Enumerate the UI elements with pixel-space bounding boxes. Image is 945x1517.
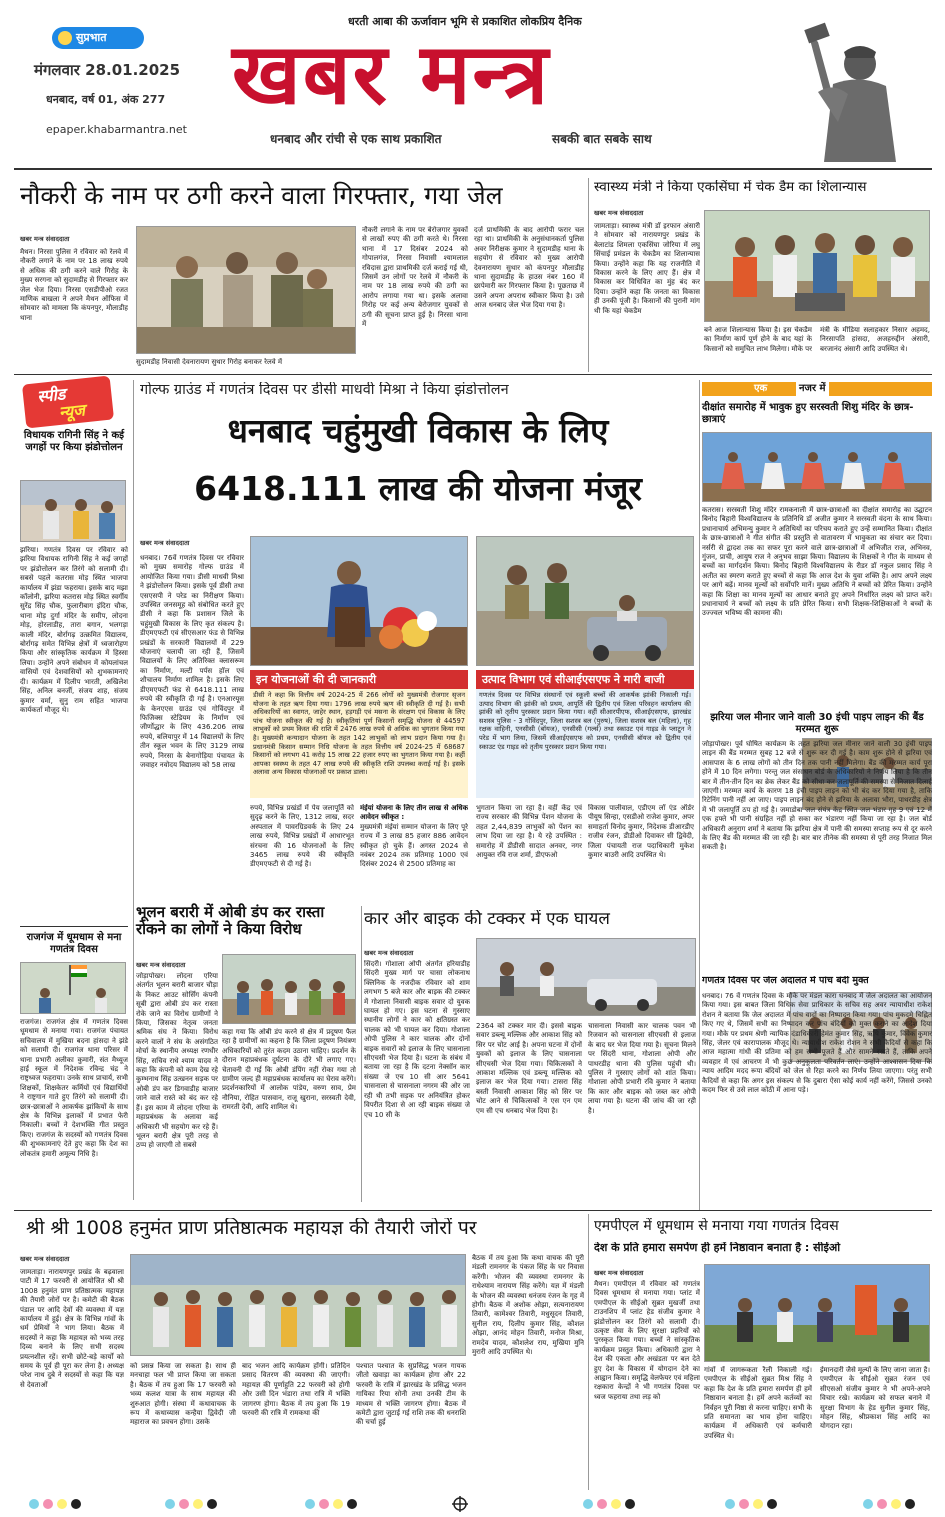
protest-photo (222, 954, 356, 1024)
speed-item-1-photo (20, 480, 126, 542)
masthead-statue-image (778, 22, 908, 162)
story-col-4: दर्ज प्राथमिकी के बाद आरोपी फरार चल रहा था। प्राथमिकी के अनुसंधानकर्ता पुलिस अवर निरीक्षक कुमार ने सुदामडीह थाना के सहयोग से रविवार को मुख्य आरोपी देवनारायण सुथार को कंपनपुर मौलाडीह थाना सुदामडीह के हाउस नंबर 160 में छापेमारी कर गिरफ्तार किया है। पूछताछ में उसने अपना अपराध स्वीकार किया है। उसे आज धनबाद जेल भेज दिया गया है। (474, 226, 584, 310)
story-col-4: पश्चात पश्चात के सुप्रसिद्ध भजन गायक जीतो खवाड़ा का कार्यक्रम होगा और 22 फरवरी के रात्रि में झारखंड के प्रसिद्ध भजन गायिका रिया सोनी तथा उनकी टीम के माध्यम से भक्ति जागरण होगा। बैठक में कमेटी द्वारा जुटाई गई राशि तक की धनराशि की चर्चा हुई (356, 1362, 466, 1427)
byline: खबर मन्त्र संवाददाता (140, 539, 190, 547)
nazar-story-1-text: कतरास। सरस्वती शिशु मंदिर रामकनाली में छात्र-छात्राओं का दीक्षांत समारोह का उद्घाटन बिनोद बिहारी विश्वविद्यालय के प्रतिनिधि डॉ अजीत कुमार ने सरस्वती वंदना के साथ किया। प्रधानाचार्य अभिमन्यु कुमार ने अतिथियों का परिचय कराते हुए उन्हें सम्मानित किया। दीक्षांत के छात्र-छात्राओं ने गीत संगीत की प्रस्तुति से वातावरण में भावुकता का संचार कर दिया। नर्सरी से द्वादश तक का सफर पूरा करने वाले छात्र-छात्राओं में अभिजीत राज, अभिनव, गुंजन, प्राची, आयुष राज ने अनुभव साझा किया। विद्यालय के शिक्षकों ने गीत के माध्यम से बच्चों का मार्गदर्शन किया। बिनोद बिहारी विश्वविद्यालय के रीडर डॉ नकुल प्रसाद सिंह ने अतीत का स्मरण कराते हुए बच्चों से कहा कि आज देश के युवा शक्ति है। आप अपने लक्ष्य पर आगे बढ़ें। मानव मूल्यों को सर्वोपरि मानें। मुख्य अतिथि ने बच्चों को प्रेरित किया। उन्होंने कहा कि शिक्षा का मानव मूल्यों का आधार बनाते हुए अपने निर्धारित लक्ष्य को प्राप्त करें। प्रधानाचार्य ने बच्चों को लक्ष्य के प्रति प्रेरित किया। सभी शिक्षक-शिक्षिकाओं ने बच्चों के उज्ज्वल भविष्य की कामना की। (702, 506, 932, 618)
masthead (0, 0, 945, 170)
dc-speech-photo (250, 536, 468, 666)
byline: खबर मन्त्र संवाददाता (20, 1255, 70, 1263)
byline: खबर मन्त्र संवाददाता (594, 1269, 644, 1277)
speed-item-2-title: राजगंज में धूमधाम से मना गणतंत्र दिवस (26, 932, 122, 955)
story-col-2: 2364 को टक्कर मार दी। इससे बाइक सवार डब्ल्यू मल्लिक और आकाश सिंह को सिर पर चोट आई है। अपना घटना में दोनों युवकों को इलाज के लिए चासनाला सीएचसी भेज दिया गया। चिकित्सकों ने आकाश मल्लिक एवं डब्ल्यू मल्लिक को इलाज कर भेज दिया गया। टासरा सिंह बस्ती निवासी आकाश सिंह को सिर पर चोट आने से चिकित्सकों ने एस एन एम एम सी एच धनबाद भेज दिया है। (476, 1022, 582, 1115)
lead-col-5: विकास पालीवाल, एडीएम लॉ एंड ऑर्डर पीयूष सिन्हा, एसडीओ राजेश कुमार, अपर समाहर्ता विनोद कुमार, निदेशक डीआरडीए राजीव रंजन, डीडीओ दिवाकर सी द्विवेदी, जिला पंचायती राज पदाधिकारी मुकेश कुमार बाउरी आदि उपस्थित थे। (588, 804, 694, 860)
nazar-header: एक नजर में (702, 382, 932, 396)
box-schemes (250, 670, 468, 798)
story-col-1: जामताड़ा। स्वास्थ्य मंत्री डॉ इरफान अंसारी ने सोमवार को नारायणपुर प्रखंड के बेलाटांड शिमला एकसिंघा जोरिया में लघु सिंचाई प्रमंडल के चेकडैम का शिलान्यास किया। उन्होंने कहा कि यह राजनीति में विकास करने के लिए आए हैं। क्षेत्र में विकास कर विधिवित का मुंह बंद कर दिया। उन्होंने कहा कि जनता का विकास ही उनकी पूंजी है। किसानों की पुरानी मांग थी कि यहां चेकडैम (594, 222, 700, 315)
lead-col-3-text: मुख्यमंत्री मंईयां सम्मान योजना के लिए पूरे राज्य में 3 लाख 85 हजार 886 आवेदन स्वीकृत हो चुके हैं। अगस्त 2024 से नवंबर 2024 तक प्रतिमाह 1000 एवं दिसंबर 2024 से 2500 प्रतिमाह का (360, 822, 468, 869)
ek-nazar-column (702, 378, 932, 1208)
lead-col-3-title: मंईयां योजना के लिए तीन लाख से अधिक आवेदन स्वीकृत : (360, 804, 468, 822)
speed-item-1-title: विधायक रागिनी सिंह ने कई जगहों पर किया झंडोत्तोलन (23, 430, 125, 453)
masthead-title: खबर मन्त्र (232, 25, 551, 123)
parade-photo (476, 536, 694, 666)
issue-edition: धनबाद, वर्ष 01, अंक 277 (46, 93, 166, 106)
story-col-2: गांवों में जागरूकता रैली निकाली गई। एमपीएल के सीईओ सुब्रत मिश्र सिंह ने कहा कि देश के प्रति हमारा समर्पण ही हमें निष्ठावान बनाता है। हमें अपने कर्तव्यों का निर्वहन पूरी निष्ठा से करना चाहिए। सभी के प्रति समानता का भाव होना चाहिए। कार्यक्रम में अधिकारी एवं कर्मचारी उपस्थित थे। (704, 1366, 812, 1440)
nazar-story-3-title: गणतंत्र दिवस पर जेल अदालत में पांच बंदी मुक्त (702, 976, 869, 986)
story-col-1: जामताड़ा। नारायणपुर प्रखंड के बढ़वाला पाटी में 17 फरवरी से आयोजित श्री श्री 1008 हनुमंत प्राण प्रतिष्ठात्मक महायज्ञ की तैयारी जोरों पर है। कमेटी की बैठक पंडाल पर आदि देवों की व्यवस्था में यज्ञ कार्यालय में हुई। क्षेत्र के विभिन्न गांवों के धर्म प्रेमियों ने भाग लिया। बैठक में सदस्यों ने कहा कि महायज्ञ को भव्य तरह दिव्य बनाने के लिए सभी सदस्य प्रयत्नशील रहें। सभी छोटे-बड़े कार्यों को समय के पूर्व ही पूरा कर लेना है। अध्यक्ष परेश नाथ दुबे ने सदस्यों से कहा कि यज्ञ से देवताओं (20, 1268, 124, 1389)
story-col-2: सुदामडीह निवासी देवनारायण सुथार गिरोह बनाकर रेलवे में (136, 358, 282, 366)
issue-date: मंगलवार 28.01.2025 (34, 61, 181, 79)
story-col-1: मैथन। निरसा पुलिस ने रविवार को रेलवे में नौकरी लगाने के नाम पर 18 लाख रुपये से अधिक की ठगी करने वाले गिरोह के मुख्य सरगना को सुदामडीह से गिरफ्तार कर जेल भेज दिया। निरसा एसडीपीओ रजत माणिक बाखला ने अपने मैथन ऑफिस में सोमवार को मामला कि कंपनपुर, मौलाडीह थाना (20, 248, 128, 322)
story-col-3: बाद भजन आदि कार्यक्रम होंगी। प्रतिदिन प्रसाद वितरण की व्यवस्था की जाएगी। महायज्ञ की पूर्णाहुति 22 फरवरी को होगी और उसी दिन भंडारा तथा रात्रि में भक्ति जागरण होगा। बैठक में तय हुआ कि 19 फरवरी की रात्रि में रामकथा की (242, 1362, 350, 1418)
story-mahayagya (16, 1214, 584, 1490)
box-awards-title: उत्पाद विभाग एवं सीआईएसएफ ने मारी बाजी (476, 670, 694, 689)
lead-col-4: भुगतान किया जा रहा है। वहीं केंद्र एवं राज्य सरकार की विभिन्न पेंशन योजना के तहत 2,44,839 लाभुकों को पेंशन का लाभ दिया जा रहा है। ये रहे उपस्थित : समारोह में डीडीसी सादात अनवर, नगर आयुक्त रवि राज शर्मा, डीएफओ (476, 804, 582, 860)
story-headline: भूलन बरारी में ओबी डंप कर रास्ता रोकने का लोगों ने किया विरोध (136, 903, 325, 939)
story-col-3: नौकरी लगाने के नाम पर बेरोजगार युवकों से लाखों रुपए की ठगी करते थे। निरसा थाना में 17 दिसंबर 2024 को गोपालगंज, निरसा निवासी श्यामलाल रविदास द्वारा प्राथमिकी दर्ज कराई गई थी, जिसमें उन लोगों पर रेलवे में नौकरी के नाम पर 18 लाख रुपये की ठगी का आरोप लगाया गया था। इसके अलावा गिरोह पर कई अन्य बेरोजगार युवकों से ठगी की सूचना प्राप्त हुई है। निरसा थाना में (362, 226, 468, 329)
story-fraud-arrest (16, 176, 584, 372)
website[interactable]: epaper.khabarmantra.net (46, 123, 187, 136)
byline: खबर मन्त्र संवाददाता (594, 209, 644, 217)
collision-photo (476, 938, 696, 1016)
story-headline: एमपीएल में धूमधाम से मनाया गया गणतंत्र दिवस (594, 1218, 839, 1234)
story-headline: कार और बाइक की टक्कर में एक घायल (364, 910, 610, 929)
sun-icon (58, 31, 72, 45)
story-subhead: देश के प्रति हमारा समर्पण ही हमें निष्ठावान बनाता है : सीईओ (594, 1242, 841, 1254)
masthead-sub-left: धनबाद और रांची से एक साथ प्रकाशित (270, 132, 442, 146)
check-dam-photo (704, 210, 930, 322)
story-headline: नौकरी के नाम पर ठगी करने वाला गिरफ्तार, गया जेल (20, 181, 503, 210)
lead-col-1: धनबाद। 76वें गणतंत्र दिवस पर रविवार को मुख्य समारोह गोल्फ ग्राउंड में आयोजित किया गया। डीसी माधवी मिश्रा ने झंडोत्तोलन किया। इसके पूर्व डीसी तथा एसएसपी ने परेड का निरीक्षण किया। उपस्थित जनसमूह को संबोधित करते हुए डीसी ने कहा कि प्रशासन जिले के चहुंमुखी विकास के लिए कृत संकल्प है। डीएमएफटी एवं सीएसआर फंड से विभिन्न प्रखंडों के सरकारी विद्यालयों में 229 योजनाएं चलायी जा रही हैं, जिसमें विद्यालयों के लिए अतिरिक्त क्लासरूम का निर्माण, मल्टी पर्पस हॉल एवं शौचालय निर्माण शामिल है। इसके लिए डीएमएफटी फंड से 6418.111 लाख रुपये की स्वीकृति दी गई है। एनआरयूस के केनएएस ग्राउंड एवं गोविंदपुर में फिजिक्स स्टेडियम के निर्माण एवं जीर्णोद्धार के लिए 436.206 लाख रुपये, बलियापुर में 14 विद्यालयों के लिए तीन स्कूल भवन के लिए 3129 लाख रुपये, निरसा के बेनागोड़िया पंचायत के जवाहर नवोदय विद्यालय को 58 लाख (140, 554, 244, 769)
story-headline: स्वास्थ्य मंत्री ने किया एकसिंघा में चेक डैम का शिलान्यास (594, 180, 867, 195)
top-tagline: धरती आबा की ऊर्जावान भूमि से प्रकाशित लोकप्रिय दैनिक (348, 15, 582, 28)
story-col-2: को प्रसन्न किया जा सकता है। साथ ही मनचाहा फल भी प्राप्त किया जा सकता है। बैठक में तय हुआ कि 17 फरवरी को भव्य कलश यात्रा के साथ महायज्ञ की शुरुआत होगी। संस्था में कथावाचक के रूप में कथाव्यास कन्हैया द्विवेदी जी महाराज का प्रवचन होगा। उसके (130, 1362, 236, 1427)
lead-headline-line-1: धनबाद चहुंमुखी विकास के लिए (227, 411, 609, 450)
lead-kicker: गोल्फ ग्राउंड में गणतंत्र दिवस पर डीसी माधवी मिश्रा ने किया झंडोत्तोलन (140, 382, 509, 398)
story-col-2: कहा गया कि ओबी डंप करने से क्षेत्र में प्रदूषण फैल रहा है ग्रामीणों का कहना है कि जिला प्रदूषण नियंत्रण अधिकारियों को तुरंत कदम उठाना चाहिए। प्रदर्शन के दौरान महाप्रबंधक दुर्घटना के दौरे भी लगाए गए। चेतावनी दी गई कि ओबी डंपिंग नहीं रोका गया तो ग्रामीण जल्द ही महाप्रबंधक कार्यालय का घेराव करेंगे। प्रदर्शनकारियों में आलोक पांडेय, वरुण साव, प्रेम नौनिया, रोहित पासवान, राजू खुराना, सरस्वती देवी, रामरती देवी, आदि शामिल थे। (222, 1028, 356, 1112)
story-col-1: मैथन। एमपीएल में रविवार को गणतंत्र दिवस धूमधाम से मनाया गया। प्लांट में एमपीएल के सीईओ सुब्रत मुखर्जी तथा टाउनशिप में प्लांट हेड संजीव कुमार ने झंडोत्तोलन कर तिरंगे को सलामी दी। उत्कृष्ट सेवा के लिए सुरक्षा प्रहरियों को पुरस्कृत किया गया। बच्चों ने सांस्कृतिक कार्यक्रम प्रस्तुत किया। अधिकारी द्वारा ने देश की एकता और अखंडता पर बल देते हुए देश के विकास में योगदान देने का आह्वान किया। समृद्धि वेलफेयर एवं महिला रक्षकारा केन्द्रों ने भी गणतंत्र दिवस पर ध्वज फहराया तथा लड़ को (594, 1280, 700, 1401)
byline: खबर मन्त्र संवाददाता (20, 235, 70, 243)
nazar-story-3-text: धनबाद। 76 वें गणतंत्र दिवस के मौके पर मंडल कारा धनबाद में जेल अदालत का आयोजन किया गया। इस बाबत जिला विधिक सेवा प्राधिकार के सचिव सह अवर न्यायाधीश राकेश रोशन ने बताया कि जेल अदालत में पांच वादों का निष्पादन किया गया। पांच मुकदमे चिह्नित किए गए थे, जिसमें सभी का निष्पादन कर पांच बंदियों को मुक्त कराने का आदेश दिया गया। मौके पर प्रथम श्रेणी न्यायिक दंडाधिकारी हेमंत कुमार सिंह, ऋषि कुमार, विवेक कुमार सिंह, जेलर एवं कारापालक मौजूद थे। न्यायाधीश राकेश रोशन ने सभी कैदियों से कहा कि आज महात्मा गांधी की प्रतिमा को हम सभी पूजते हैं और सामने रखते हैं, ताकि अपने व्यवहार में एवं आचरण में भी कुछ अनुकूलता परिवर्तन लाएं। उन्होंने आश्वासन दिया कि न्याय आदिम मदद रूपा बंदियों को जेल से रिहा करने का निर्णय लिया जाएगा। परंतु सभी कैदियों से कहा कि अगर इस संकल्प से कि दुबारा ऐसा कोई कार्य नहीं करेंगे, जिससे उनको कदम फिर से उसे लाल कोठी में आना पड़े। (702, 992, 932, 1095)
box-awards (476, 670, 694, 798)
story-col-2: बने आज शिलान्यास किया है। इस चेकडैम का निर्माण कार्य पूर्ण होने के बाद यहां के किसानों को समुचित लाभ मिलेगा। मौके पर (704, 326, 812, 353)
story-col-3: ईमानदारी जैसे मूल्यों के लिए जाना जाता है। एमपीएल के सीईओ सुब्रत रंजन एवं सीएसओ संजीव कुमार ने भी अपने-अपने विचार रखे। कार्यक्रम को सफल बनाने में सुरक्षा विभाग के हेड सुनील कुमार सिंह, मोहन सिंह, श्रीप्रकाश सिंह आदि का योगदान रहा। (820, 1366, 930, 1431)
brand-tag: सुप्रभात (52, 27, 144, 49)
story-ob-dump-protest (136, 904, 358, 1204)
box-schemes-text: डीसी ने कहा कि वित्तीय वर्ष 2024-25 में 266 लोगों को मुख्यमंत्री रोजगार सृजन योजना के तहत ऋण दिया गया। 1796 लाख रुपये ऋण की स्वीकृति दी गई है। सभी अधिकारियों का स्वागत, जाहेर स्थान, हड़गड़ी एवं मसना के संरक्षण एवं विकास के लिए पांच योजना स्वीकृत की गई है। स्वीकृतियां पूर्ण किसानों समृद्धि योजना से 44597 लाभुकों को प्रथम किस्त की राशि में 2476 लाख रुपये से अधिक का भुगतान किया गया है। मुख्यमंत्री कन्यादान योजना के तहत 142 लाभुकों को लाभ प्रदान किया गया है। प्रधानमंत्री किसान सम्मान निधि योजना के तहत वित्तीय वर्ष 2024-25 में 68687 किसानों को लगभग 41 करोड़ 15 लाख 22 हजार रुपए का भुगतान किया गया है। कहीं आपका स्वस्थ्य के तहत 47 लाख रुपये की स्वीकृति राशि उपलब्ध कराई गई है। इसके अलावा अन्य विकास योजनाओं पर प्रकाश डाला। (253, 691, 465, 777)
print-registration-marks (0, 1494, 945, 1514)
masthead-sub-right: सबकी बात सबके साथ (552, 132, 652, 146)
convocation-photo (702, 432, 932, 502)
story-col-3: चासनाला निवासी कार चालक पवन भी रिजवान को चासनाला सीएचसी से इलाज के बाद घर भेज दिया गया है। सूचना मिलने पर सिंदरी थाना, गोशाला ओपी और पाथरडीह थाना की पुलिस पहुंची थी। पुलिस ने गुस्साए लोगों को शांत किया। गोशाला ओपी प्रभारी रवि कुमार ने बताया कि कार और बाइक को जब्त कर ओपी लाया गया है। घटना की जांच की जा रही है। (588, 1022, 696, 1115)
byline: खबर मन्त्र संवाददाता (136, 961, 186, 969)
speed-item-2-photo (20, 962, 126, 1014)
speed-news-column (16, 378, 130, 1202)
speed-item-1-text: झरिया। गणतंत्र दिवस पर रविवार को झरिया विधायक रागिनी सिंह ने कई जगहों पर झंडोत्तोलन कर तिरंगे को सलामी दी। सबसे पहले कतरास मोड़ स्थित भाजपा कार्यालय में झंडा फहराया। इसके बाद मझा कॉलोनी, झरिया कतरास मोड़ स्थित स्वर्गीय सुरेंद्र सिंह चौक, फुलारीबाग इंदिरा चौक, थाना मोड़ दुर्गा मंदिर के समीप, लोदना मोड़, होरलाडीह, तारा बगान, भलगड़ा काली मंदिर, बोर्रागढ़ उत्क्रमित विद्यालय, बोर्रागढ़ समेत विभिन्न क्षेत्रों में ध्वजारोहण किया और सांस्कृतिक कार्यक्रम में हिस्सा लिया। उन्होंने अपने संबोधन में कोयलांचल वासियों एवं देशवासियों को शुभकामनाएं दी। कार्यक्रम में दिलीप भारती, अखिलेश सिंह, अनिल बनर्जी, संजय शाह, संजय कुमार वर्मा, सुनु राम सहित भाजपा कार्यकर्ता मौजूद थे। (20, 546, 128, 714)
nazar-story-1-title: दीक्षांत समारोह में भावुक हुए सरस्वती शिशु मंदिर के छात्र-छात्राएं (702, 402, 914, 425)
box-awards-text: गणतंत्र दिवस पर विभिन्न संस्थानों एवं स्कूली बच्चों की आकर्षक झांकी निकाली गई। उत्पाद विभाग की झांकी को प्रथम, आपूर्ति की द्वितीय एवं जिला परिवहन कार्यालय की झांकी को तृतीय पुरस्कार प्रदान किया गया। वहीं सीआरपीएफ, सीआईएसएफ, झारखंड सशस्त्र पुलिस - 3 गोविंदपुर, जिला सशस्त्र बल (पुरुष), जिला सशस्त्र बल (महिला), गृह रक्षक वाहिनी, एनसीसी (बॉयज), एनसीसी (गर्ल्स) तथा स्काउट एवं गाइड के प्लाटून ने परेड में भाग लिया, जिसमें सीआईएसएफ को प्रथम, एनसीसी बॉयज को द्वितीय एवं स्काउट एंड गाइड को तृतीय पुरस्कार प्रदान किया गया। (479, 691, 691, 751)
byline: खबर मन्त्र संवाददाता (364, 949, 414, 957)
speed-news-logo: स्पीड न्यूज (22, 376, 114, 429)
story-col-1: जोड़ापोखर। लोदना एरिया अंतर्गत भूलन बरारी बाजार चौड़ा के निकट आउट सोर्सिंग कंपनी सूबी द्वारा ओबी डंप कर रास्ता रोके जाने का विरोध ग्रामीणों ने किया, जिसका नेतृत्व जनता श्रमिक संघ ने किया। विरोध करने वालों ने संघ के असंगठित मोर्चा के स्थानीय अध्यक्ष रणधीर सिंह, सचिव राधे श्याम यादव ने कहा कि कंपनी को काम देख रहे कुम्भनाथ सिंह उत्खनन सड़क पर ओबी डंप कर डिगवाडीह बाजार जाने वाले रास्ते को बंद कर रहे हैं। इस काम में लोदना एरिया के महाप्रबंधक के अलावा कई अधिकारी भी सहयोग कर रहे हैं। भूलन बरारी क्षेत्र पूरी तरह से ठप्प हो जाएगी तो सबसे (136, 972, 218, 1150)
speed-item-2-text: राजगंज। राजगंज क्षेत्र में गणतंत्र दिवस धूमधाम से मनाया गया। राजगंज पंचायत सचिवालय में मुखिया बदना हांसदा ने झंडे को सलामी दी। राजगंज थाना परिसर में थाना प्रभारी अलीका कुमारी, संत मैथ्यूज हाई स्कूल में निदेशक रविन्द्र चंद्र ने राष्ट्रध्वज फहराया। उनके साथ प्राचार्य, सभी शिक्षकों, शिक्षकेतर कर्मियों एवं विद्यार्थियों ने राष्ट्रगान गाते हुए तिरंगे को सलामी दी। छात्र-छात्राओं ने आकर्षक झांकियों के साथ क्षेत्र के विभिन्न इलाकों में प्रभात फेरी निकाली। बच्चों ने देशभक्ति गीत प्रस्तुत किए। राजगंज के सदस्यों को गणतंत्र दिवस की शुभकामनाएं देते हुए कहा कि देश का लोकतंत्र हमारी अमूल्य निधि है। (20, 1018, 128, 1158)
lead-headline-line-2: 6418.111 लाख की योजना मंजूर (194, 469, 642, 508)
story-col-5: बैठक में तय हुआ कि कथा वाचक की पूरी मंडली रामनगर के पंकज सिंह के घर निवास करेंगी। भोजन की व्यवस्था रामनगर के राधेश्याम नारायण सिंह करेंगे। यज्ञ में मंडली के भोजन की व्यवस्था धनंजय रंजन के गृह में होगी। बैठक में अशोक ओझा, सत्यनारायण तिवारी, कामेश्वर तिवारी, मधुसूदन तिवारी, सुनील राय, दिलीप कुमार सिंह, कौशल ओझा, आनंद मोहन तिवारी, मनोज मिश्रा, रामदेव यादव, कौशलेश राय, मुखिया मुनि मुरारी आदि उपस्थित थे। (472, 1254, 584, 1357)
nazar-story-2-text: जोड़ापोखर। पूर्व घोषित कार्यक्रम के तहत झरिया जल मीनार जाने वाली 30 इंची पाइप लाइन की बैंड मरम्मत सुबह 12 बजे से शुरू कर दी गई है। काम शुरू होने से झरिया एवं आसपास के 6 लाख लोगों को तीन दिन तक पानी नहीं मिलेगा। बैंड की मरम्मत कार्य पूरा होने में 10 दिन लगेगा। परन्तु जल संसाधन बोर्ड के अधिकारियों ने निर्णय लिया है कि तीन बार में तीन-तीन दिन का ब्रेक लेकर बैंड को सीधा कर जलापूर्ति की समस्या से निजात दिलाई जाएगी। मरम्मत कार्य के कारण 18 इंची पाइप लाइन को भी बंद कर दिया गया है, ताकि रिटेनिंग पानी नहीं आ जाए। पाइप लाइन बंद होने से झरिया के अलावा भौरा, पाथरडीह क्षेत्र में भी जलापूर्ति ठप हो गई है। जमाडोबा जल संयंत्र केंद्र स्थित जल भंडार गृह 9 एवं 12 में एक हफ्ते भी पानी संग्रहित नहीं हो सका कर भंडारण नहीं किया जा रहा है। जल बोर्ड अधिकारी अनुराग शर्मा ने बताया कि झरिया क्षेत्र में पानी की समस्या सप्ताह रूप से दूर करने के लिए बैंड की मरम्मत की जा रही है। बार बार तीनेक की समस्या से पूरी तरह निजात मिल सकती है। (702, 740, 932, 852)
arrest-photo (136, 226, 356, 354)
mpl-photo (704, 1264, 930, 1362)
story-check-dam (592, 176, 932, 372)
lead-col-3 (360, 804, 468, 900)
lead-col-2: रुपये, विभिन्न प्रखंडों में पेय जलापूर्ति को सुदृढ़ करने के लिए, 1312 लाख, सदर अस्पताल में पावरग्रिडवर्क के लिए 24 लाख रुपये, विभिन्न प्रखंडों में आधारभूत संरचना की 16 योजनाओं के लिए 3465 लाख रुपये की स्वीकृति डीएमएफटी से दी गई है। (250, 804, 354, 869)
story-col-3: मंत्री के मीडिया सलाहकार निसार अहमद, निरसापति हांसदा, अजहरुद्दीन अंसारी, बरजानंद अंसारी आदि उपस्थित थे। (820, 326, 930, 353)
yagya-meeting-photo (130, 1254, 466, 1356)
masthead-divider (14, 168, 932, 170)
lead-story (136, 378, 696, 902)
story-car-bike-collision (364, 904, 696, 1204)
story-headline: श्री श्री 1008 हनुमंत प्राण प्रतिष्ठात्मक महायज्ञ की तैयारी जोरों पर (26, 1218, 477, 1239)
nazar-story-2-title: झरिया जल मीनार जाने वाली 30 इंची पाइप लाइन की बैंड मरम्मत शुरू (710, 712, 924, 735)
story-col-1: सिंदरी। गोशाला ओपी अंतर्गत हरियाडीह सिंदरी मुख्य मार्ग पर चासा लोकनाथ क्लिनिक के नजदीक रविवार को शाम लगभग 5 बजे कार और बाइक की टक्कर में गोशाला निवासी बाइक सवार दो युवक घायल हो गए। इस घटना से गुस्साए स्थानीय लोगों ने कार को क्षतिग्रस्त कर चालक को भी घायल कर दिया। गोशाला ओपी पुलिस ने कार चालक और दोनों बाइक सवारों को इलाज के लिए चासनाला सीएचसी भेज दिया है। घटना के संबंध में बताया जा रहा है कि दटना नेक्सॉन कार संख्या जे एच 10 सी आर 5641 चासनाला से चासनाला नगरम की ओर जा रही थी तभी सड़क पर अनियंत्रित होकर विपरीत दिशा से आ रही बाइक संख्या जे एच 10 सी के (364, 960, 470, 1119)
box-schemes-title: इन योजनाओं की दी जानकारी (250, 670, 468, 689)
story-mpl-republic-day (592, 1214, 932, 1490)
